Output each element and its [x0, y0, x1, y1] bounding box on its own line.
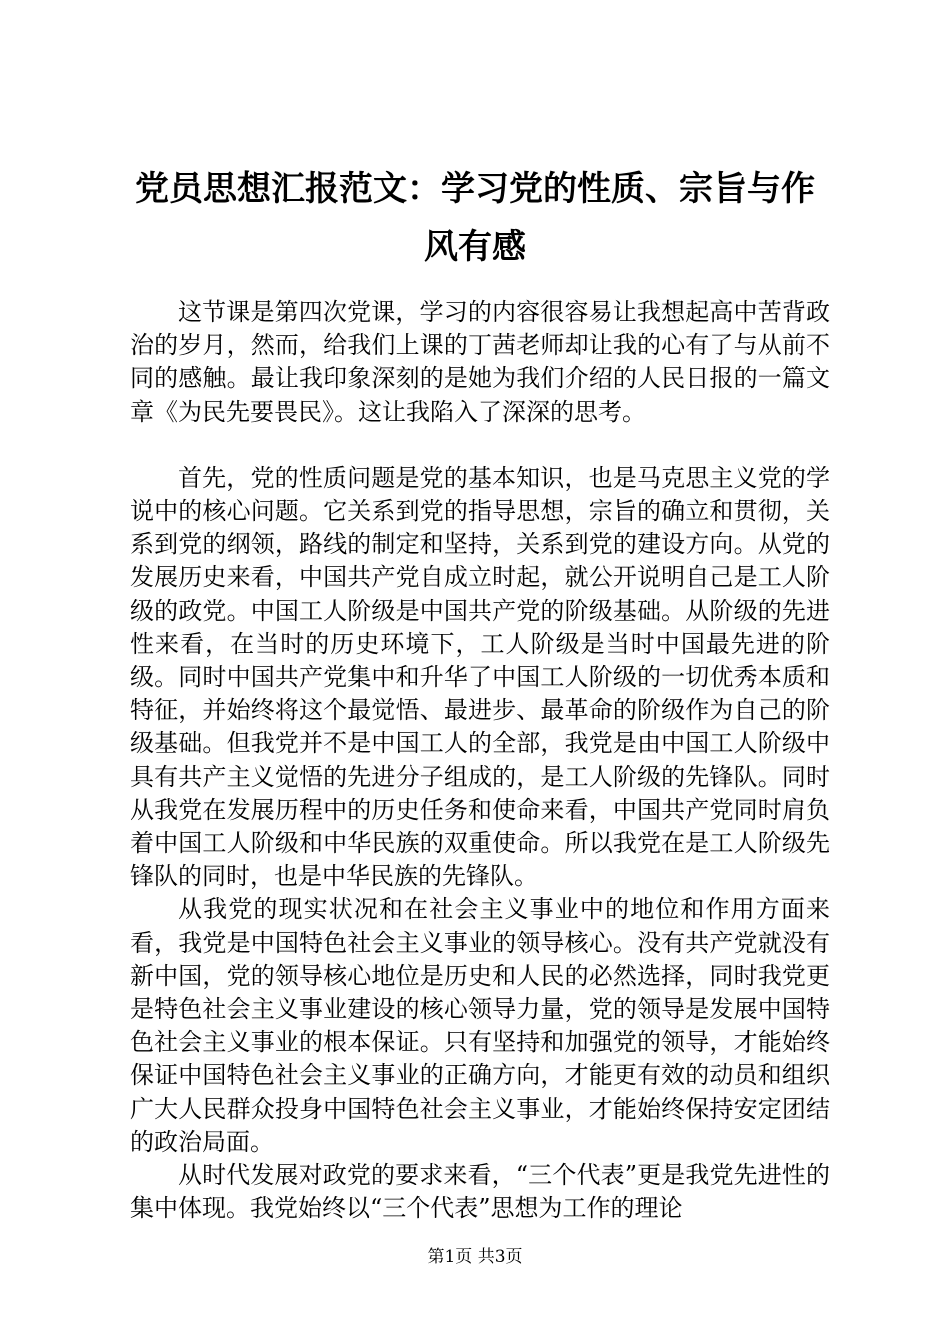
document-body [130, 296, 830, 1225]
paragraph-intro: 这节课是第四次党课，学习的内容很容易让我想起高中苦背政治的岁月，然而，给我们上课的丁茜老师却让我的心有了与从前不同的感触。最让我印象深刻的是她为我们介绍的人民日报的一篇文章《为民先要畏民》。这让我陷入了深深的思考。 [130, 298, 830, 426]
page-footer: 第1页 共3页 [427, 1247, 523, 1267]
paragraph-party-nature: 首先，党的性质问题是党的基本知识，也是马克思主义党的学说中的核心问题。它关系到党的指导思想，宗旨的确立和贯彻，关系到党的纲领，路线的制定和坚持，关系到党的建设方向。从党的发展历史来看，中国共产党自成立时起，就公开说明自己是工人阶级的政党。中国工人阶级是中国共产党的阶级基础。从阶级的先进性来看，在当时的历史环境下，工人阶级是当时中国最先进的阶级。同时中国共产党集中和升华了中国工人阶级的一切优秀本质和特征，并始终将这个最觉悟、最进步、最革命的阶级作为自己的阶级基础。但我党并不是中国工人的全部，我党是由中国工人阶级中具有共产主义觉悟的先进分子组成的，是工人阶级的先锋队。同时从我党在发展历程中的历史任务和使命来看，中国共产党同时肩负着中国工人阶级和中华民族的双重使命。所以我党在是工人阶级先锋队的同时，也是中华民族的先锋队。 [130, 463, 830, 891]
document-title: 党员思想汇报范文：学习党的性质、宗旨与作风有感 [135, 169, 815, 267]
paragraph-three-represents: 从时代发展对政党的要求来看，“三个代表”更是我党先进性的集中体现。我党始终以“三个代表”思想为工作的理论 [130, 1161, 830, 1223]
paragraph-leadership-core: 从我党的现实状况和在社会主义事业中的地位和作用方面来看，我党是中国特色社会主义事业的领导核心。没有共产党就没有新中国，党的领导核心地位是历史和人民的必然选择，同时我党更是特色社会主义事业建设的核心领导力量，党的领导是发展中国特色社会主义事业的根本保证。只有坚持和加强党的领导，才能始终保证中国特色社会主义事业的正确方向，才能更有效的动员和组织广大人民群众投身中国特色社会主义事业，才能始终保持安定团结的政治局面。 [130, 895, 830, 1156]
